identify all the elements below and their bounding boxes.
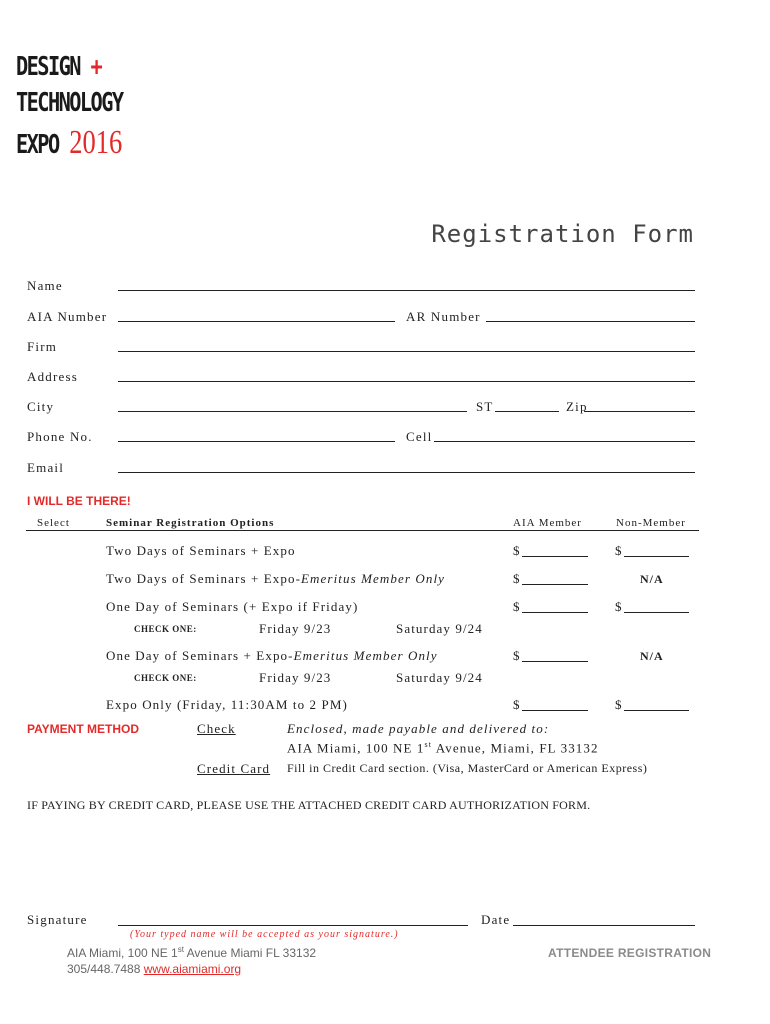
ar-number-label: AR Number [406, 309, 481, 324]
signature-label: Signature [27, 912, 88, 927]
option-two-days[interactable] [106, 543, 296, 559]
non-price-na-4: N/A [640, 649, 664, 663]
footer-phone: 305/448.7488 [67, 962, 141, 976]
signature-field[interactable] [118, 925, 468, 926]
state-field[interactable] [495, 411, 559, 412]
city-label: City [27, 399, 55, 414]
check-one-label: CHECK ONE: [134, 673, 197, 683]
cell-field[interactable] [434, 441, 695, 442]
friday-option[interactable]: Friday 9/23 [259, 670, 332, 685]
option-expo-only[interactable] [106, 697, 348, 713]
city-field[interactable] [118, 411, 467, 412]
aia-price-field[interactable] [522, 556, 588, 557]
option-one-day-emeritus[interactable] [106, 648, 438, 664]
option-label: Two Days of Seminars + Expo [106, 543, 296, 558]
non-price-field[interactable] [624, 556, 689, 557]
non-price-5: $ [615, 697, 622, 712]
credit-card-option[interactable]: Credit Card [197, 761, 271, 776]
non-price-field[interactable] [624, 612, 689, 613]
date-label: Date [481, 912, 511, 927]
logo-year: 2016 [69, 124, 123, 161]
zip-field[interactable] [584, 411, 695, 412]
address-field[interactable] [118, 381, 695, 382]
email-label: Email [27, 460, 65, 475]
col-aia-member: AIA Member [513, 517, 582, 529]
logo [16, 54, 123, 162]
aia-price-3: $ [513, 599, 520, 614]
check-payment-option[interactable]: Check [197, 721, 236, 736]
non-price-field[interactable] [624, 710, 689, 711]
zip-label: Zip [566, 399, 588, 414]
website-link[interactable]: www.aiamiami.org [143, 962, 242, 976]
col-select: Select [37, 517, 70, 529]
cell-label: Cell [406, 429, 433, 444]
option-label: One Day of Seminars (+ Expo if Friday) [106, 599, 359, 614]
option-label: Expo Only (Friday, 11:30AM to 2 PM) [106, 697, 348, 712]
emeritus-label: Emeritus Member Only [301, 571, 446, 586]
aia-price-5: $ [513, 697, 520, 712]
logo-line3: EXPO [16, 130, 59, 160]
saturday-option[interactable]: Saturday 9/24 [396, 621, 483, 636]
non-price-na-2: N/A [640, 572, 664, 586]
form-title: Registration Form [431, 220, 694, 248]
date-field[interactable] [513, 925, 695, 926]
name-field[interactable] [118, 290, 695, 291]
credit-note: Fill in Credit Card section. (Visa, MasterCard or American Express) [287, 761, 648, 775]
firm-label: Firm [27, 339, 58, 354]
signature-note: (Your typed name will be accepted as your signature.) [130, 929, 399, 940]
check-address: AIA Miami, 100 NE 1st Avenue, Miami, FL 33132 [287, 740, 599, 756]
attendee-registration-label: ATTENDEE REGISTRATION [548, 946, 712, 960]
aia-price-field[interactable] [522, 612, 588, 613]
name-label: Name [27, 278, 63, 293]
check-one-label: CHECK ONE: [134, 624, 197, 634]
footer-address: AIA Miami, 100 NE 1st Avenue Miami FL 33132 [67, 945, 317, 960]
emeritus-label: Emeritus Member Only [293, 648, 438, 663]
aia-price-field[interactable] [522, 710, 588, 711]
non-price-1: $ [615, 543, 622, 558]
aia-price-1: $ [513, 543, 520, 558]
state-label: ST [476, 399, 494, 414]
aia-price-field[interactable] [522, 584, 588, 585]
address-label: Address [27, 369, 79, 384]
col-non-member: Non-Member [616, 517, 686, 529]
friday-option[interactable]: Friday 9/23 [259, 621, 332, 636]
aia-price-2: $ [513, 571, 520, 586]
option-two-days-emeritus[interactable] [106, 571, 445, 587]
col-options: Seminar Registration Options [106, 517, 275, 529]
email-field[interactable] [118, 472, 695, 473]
phone-field[interactable] [118, 441, 395, 442]
options-heading: I WILL BE THERE! [27, 494, 131, 508]
saturday-option[interactable]: Saturday 9/24 [396, 670, 483, 685]
option-label: Two Days of Seminars + Expo- [106, 571, 302, 586]
ar-number-field[interactable] [486, 321, 695, 322]
firm-field[interactable] [118, 351, 695, 352]
cc-notice: IF PAYING BY CREDIT CARD, PLEASE USE THE ATTACHED CREDIT CARD AUTHORIZATION FORM. [27, 798, 591, 812]
option-label: One Day of Seminars + Expo- [106, 648, 294, 663]
footer-contact [67, 962, 241, 976]
option-one-day[interactable] [106, 599, 358, 615]
header-divider [26, 530, 699, 531]
logo-line1: DESIGN [16, 52, 80, 82]
phone-label: Phone No. [27, 429, 93, 444]
aia-price-4: $ [513, 648, 520, 663]
check-note: Enclosed, made payable and delivered to: [287, 721, 550, 736]
logo-line2: TECHNOLOGY [16, 88, 123, 118]
aia-number-field[interactable] [118, 321, 395, 322]
aia-price-field[interactable] [522, 661, 588, 662]
payment-heading: PAYMENT METHOD [27, 722, 140, 736]
non-price-3: $ [615, 599, 622, 614]
logo-plus: + [90, 52, 103, 82]
aia-number-label: AIA Number [27, 309, 108, 324]
